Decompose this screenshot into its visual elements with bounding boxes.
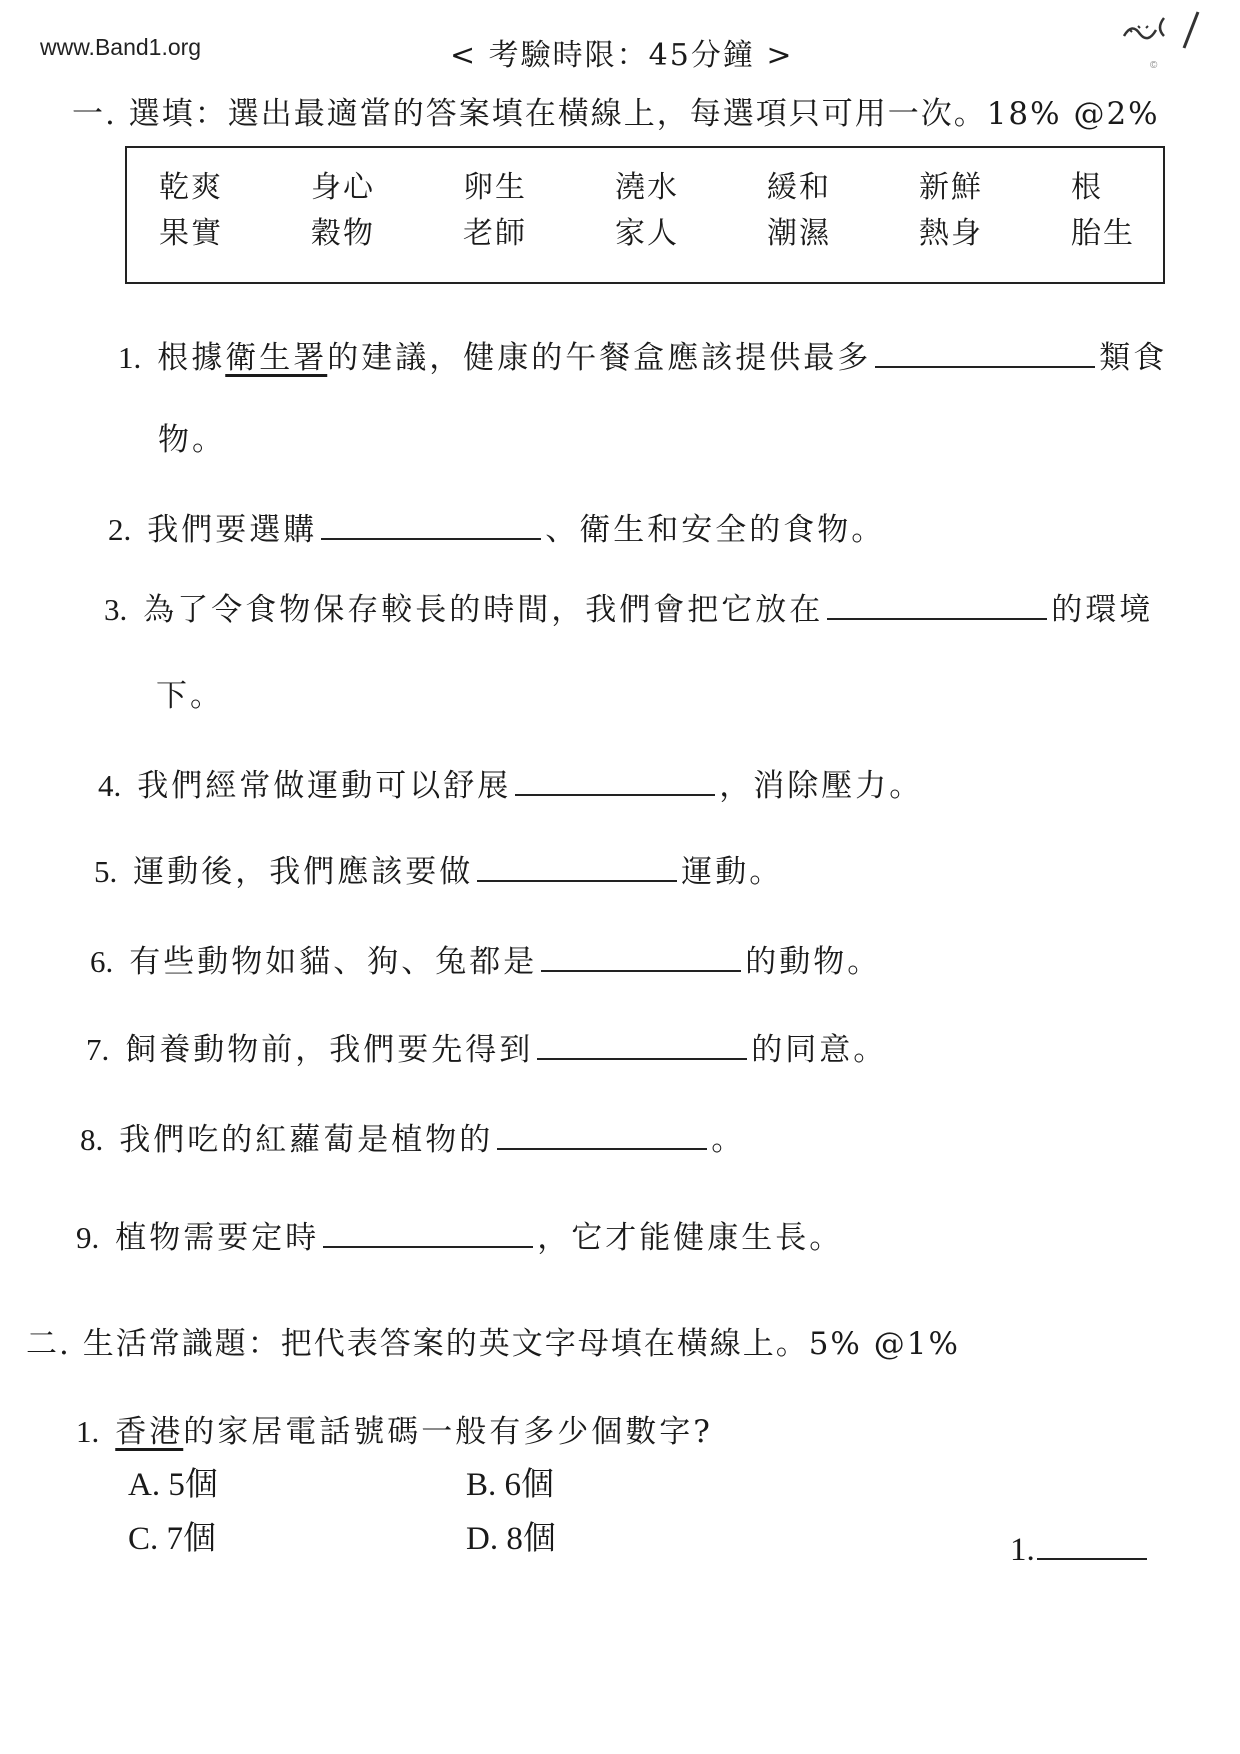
word-bank-item: 澆水 <box>615 170 679 205</box>
section2-title: 二. 生活常識題：把代表答案的英文字母填在橫線上。5% @1% <box>26 1326 960 1362</box>
word-bank-item: 潮濕 <box>767 216 831 251</box>
question-6: 6. 有些動物如貓、狗、兔都是 的動物。 <box>90 944 882 980</box>
word-bank-item: 胎生 <box>1071 216 1135 251</box>
answer-blank-3[interactable] <box>827 592 1047 620</box>
question-1: 1. 根據衛生署的建議，健康的午餐盒應該提供最多 類食 <box>118 340 1168 376</box>
underlined-term: 香港 <box>115 1414 184 1450</box>
answer-blank-8[interactable] <box>497 1122 707 1150</box>
answer-slot-1: 1. <box>1010 1532 1151 1569</box>
word-bank <box>125 146 1165 284</box>
scribble-mark <box>1120 8 1210 58</box>
answer-blank-6[interactable] <box>541 944 741 972</box>
word-bank-item: 熱身 <box>919 216 983 251</box>
option-b[interactable]: B. 6個 <box>466 1467 555 1503</box>
watermark: www.Band1.org <box>40 34 202 60</box>
section1-title: 一. 選填：選出最適當的答案填在橫線上，每選項只可用一次。18% @2% <box>72 96 1160 132</box>
question-8: 8. 我們吃的紅蘿蔔是植物的 。 <box>80 1122 746 1158</box>
answer-blank-mc-1[interactable] <box>1037 1532 1147 1560</box>
underlined-term: 衛生署 <box>225 340 328 376</box>
question-1-continued: 物。 <box>158 422 226 458</box>
question-2: 2. 我們要選購 、衛生和安全的食物。 <box>108 512 886 548</box>
word-bank-item: 根 <box>1071 170 1103 205</box>
answer-blank-5[interactable] <box>477 854 677 882</box>
word-bank-item: 老師 <box>463 216 527 251</box>
word-bank-item: 穀物 <box>311 216 375 251</box>
mc-question-1: 1. 香港的家居電話號碼一般有多少個數字? <box>76 1414 713 1450</box>
answer-blank-9[interactable] <box>323 1220 533 1248</box>
corner-stamp: © <box>1150 60 1158 71</box>
answer-blank-1[interactable] <box>875 340 1095 368</box>
word-bank-item: 身心 <box>311 170 375 205</box>
word-bank-item: 乾爽 <box>159 170 223 205</box>
word-bank-item: 家人 <box>615 216 679 251</box>
question-3-continued: 下。 <box>156 678 224 714</box>
option-d[interactable]: D. 8個 <box>466 1521 556 1557</box>
word-bank-item: 卵生 <box>463 170 527 205</box>
question-7: 7. 飼養動物前，我們要先得到 的同意。 <box>86 1032 888 1068</box>
question-4: 4. 我們經常做運動可以舒展 ，消除壓力。 <box>98 768 924 804</box>
option-a[interactable]: A. 5個 <box>128 1467 218 1503</box>
word-bank-item: 新鮮 <box>919 170 983 205</box>
option-c[interactable]: C. 7個 <box>128 1521 217 1557</box>
answer-blank-7[interactable] <box>537 1032 747 1060</box>
question-5: 5. 運動後，我們應該要做 運動。 <box>94 854 784 890</box>
answer-blank-4[interactable] <box>515 768 715 796</box>
word-bank-item: 果實 <box>159 216 223 251</box>
answer-blank-2[interactable] <box>321 512 541 540</box>
word-bank-item: 緩和 <box>767 170 831 205</box>
question-3: 3. 為了令食物保存較長的時間，我們會把它放在 的環境 <box>104 592 1154 628</box>
time-limit: < 考驗時限：45分鐘 > <box>450 38 794 73</box>
question-9: 9. 植物需要定時 ，它才能健康生長。 <box>76 1220 844 1256</box>
